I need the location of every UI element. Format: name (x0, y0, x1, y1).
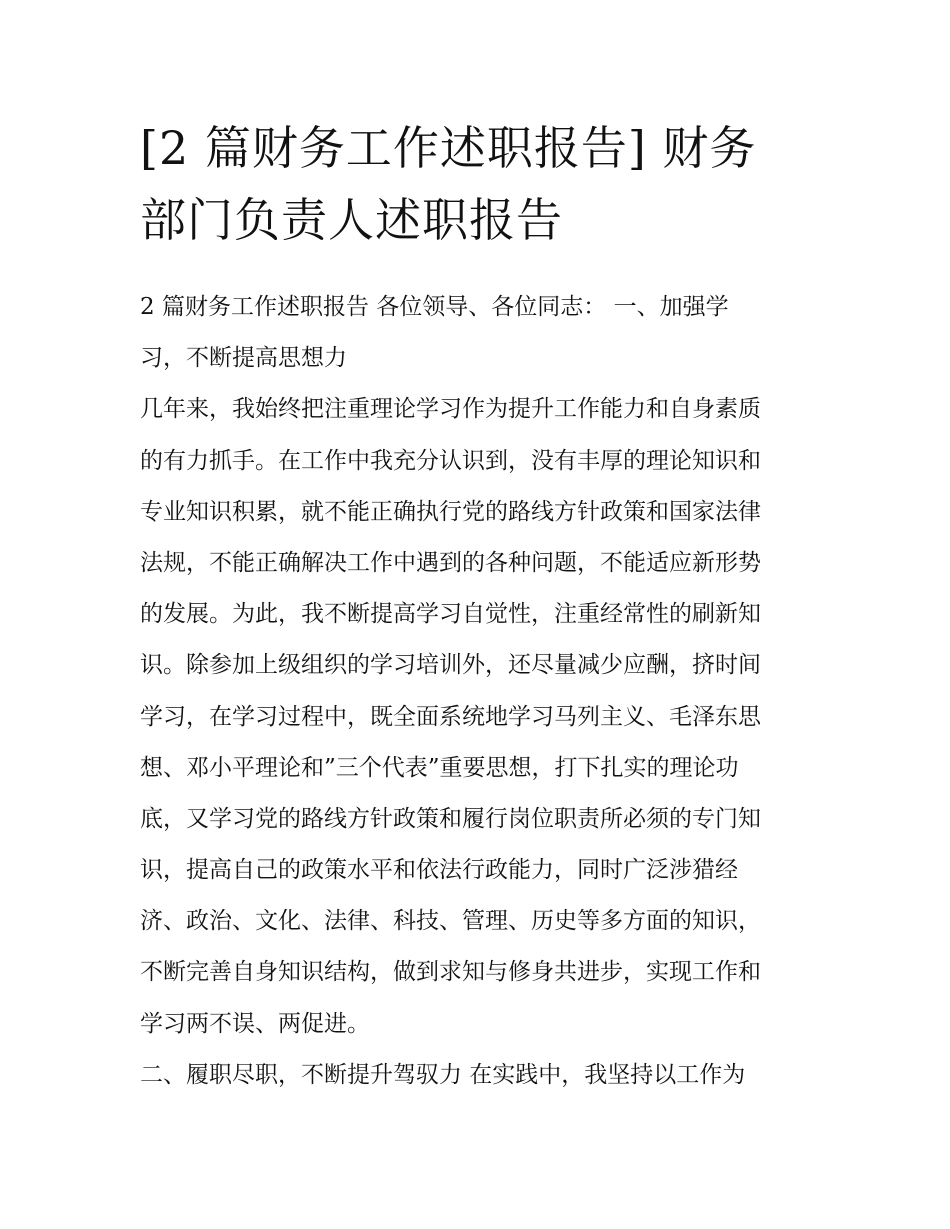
body-line: 底，又学习党的路线方针政策和履行岗位职责所必须的专门知 (140, 805, 761, 832)
body-line: 几年来，我始终把注重理论学习作为提升工作能力和自身素质 (140, 396, 761, 423)
body-line: 识，提高自己的政策水平和依法行政能力，同时广泛涉猎经 (140, 857, 738, 884)
body-line: 的有力抓手。在工作中我充分认识到，没有丰厚的理论知识和 (140, 447, 761, 474)
body-line: 济、政治、文化、法律、科技、管理、历史等多方面的知识， (140, 908, 761, 935)
title-line-1: [2 篇财务工作述职报告] 财务 (140, 121, 757, 175)
body-line: 想、邓小平理论和”三个代表”重要思想，打下扎实的理论功 (140, 754, 739, 781)
body-line: 的发展。为此，我不断提高学习自觉性，注重经常性的刷新知 (140, 601, 761, 628)
body-line: 2 篇财务工作述职报告 各位领导、各位同志： 一、加强学 (140, 294, 729, 320)
body-line: 习，不断提高思想力 (140, 345, 347, 372)
body-line: 不断完善自身知识结构，做到求知与修身共进步，实现工作和 (140, 959, 761, 986)
body-line: 法规，不能正确解决工作中遇到的各种问题，不能适应新形势 (140, 549, 761, 576)
document-body (140, 282, 830, 1101)
body-line: 学习两不误、两促进。 (140, 1010, 370, 1037)
title-line-2: 部门负责人述职报告 (140, 193, 563, 247)
body-line: 专业知识积累，就不能正确执行党的路线方针政策和国家法律 (140, 498, 761, 525)
document-title (140, 112, 820, 256)
section-heading-line: 二、履职尽职，不断提升驾驭力 在实践中，我坚持以工作为 (140, 1061, 746, 1088)
body-line: 识。除参加上级组织的学习培训外，还尽量减少应酬，挤时间 (140, 652, 761, 679)
body-line: 学习，在学习过程中，既全面系统地学习马列主义、毛泽东思 (140, 703, 761, 730)
